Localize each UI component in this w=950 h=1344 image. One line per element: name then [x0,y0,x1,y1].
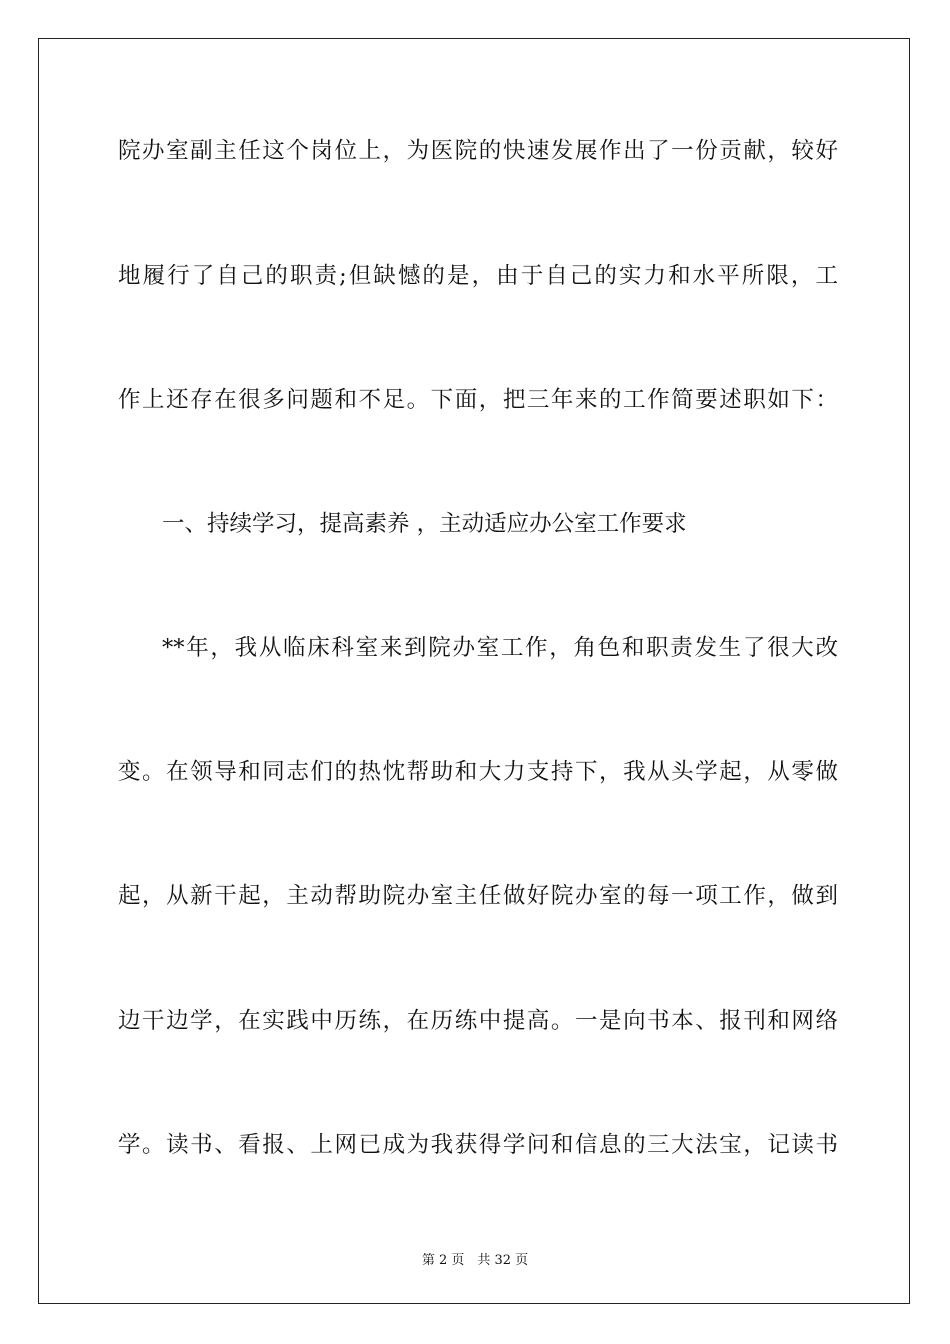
body-line-9: 学。读书、看报、上网已成为我获得学问和信息的三大法宝，记读书 [118,1132,838,1158]
body-line-1: 院办室副主任这个岗位上，为医院的快速发展作出了一份贡献，较好 [118,138,838,164]
page-number-footer: 第 2 页 共 32 页 [421,1253,529,1268]
body-line-7: 起，从新干起，主动帮助院办室主任做好院办室的每一项工作，做到 [118,883,838,909]
body-line-5: **年，我从临床科室来到院办室工作，角色和职责发生了很大改 [162,635,838,661]
body-line-8: 边干边学，在实践中历练，在历练中提高。一是向书本、报刊和网络 [118,1008,838,1034]
section-heading: 一、持续学习，提高素养 ，主动适应办公室工作要求 [162,511,687,537]
body-line-2: 地履行了自己的职责;但缺憾的是，由于自己的实力和水平所限，工 [118,263,838,289]
page-border [38,38,910,1304]
body-line-3: 作上还存在很多问题和不足。下面，把三年来的工作简要述职如下： [118,387,838,413]
body-line-6: 变。在领导和同志们的热忱帮助和大力支持下，我从头学起，从零做 [118,759,838,785]
